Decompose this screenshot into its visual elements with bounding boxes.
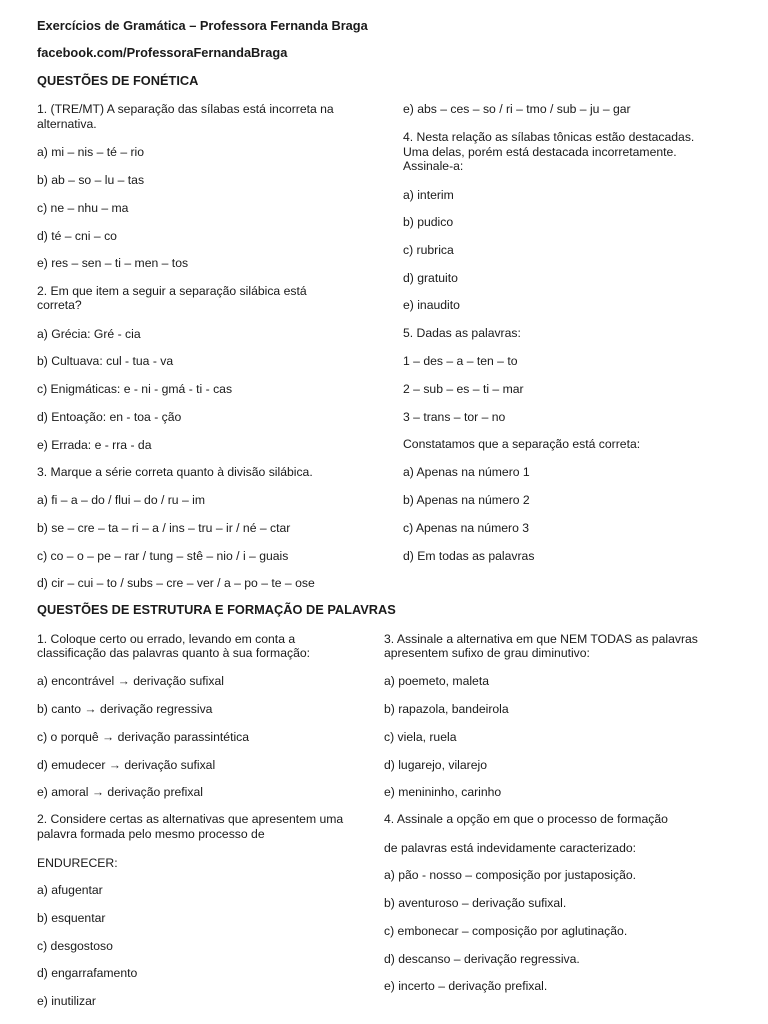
option: d) cir – cui – to / subs – cre – ver / a – po – te – ose	[37, 576, 315, 590]
option: a) afugentar	[37, 883, 103, 897]
word-item: 2 – sub – es – ti – mar	[403, 382, 524, 396]
option: a) pão - nosso – composição por justaposição.	[384, 868, 637, 882]
document-title: Exercícios de Gramática – Professora Fernanda Braga	[37, 18, 368, 33]
option: d) descanso – derivação regressiva.	[384, 952, 580, 966]
option: e) amoral → derivação prefixal	[37, 785, 203, 799]
option: e) res – sen – ti – men – tos	[37, 256, 189, 270]
option: c) Apenas na número 3	[403, 521, 530, 535]
question-text: correta?	[37, 298, 82, 312]
option: c) desgostoso	[37, 939, 113, 953]
option: d) emudecer → derivação sufixal	[37, 758, 216, 772]
word-item: 3 – trans – tor – no	[403, 410, 506, 424]
question-text: 3. Marque a série correta quanto à divisão silábica.	[37, 465, 313, 479]
option: a) fi – a – do / flui – do / ru – im	[37, 493, 206, 507]
section-title-fonetica: QUESTÕES DE FONÉTICA	[37, 73, 199, 88]
option: a) interim	[403, 188, 454, 202]
option: d) té – cni – co	[37, 229, 117, 243]
option: d) engarrafamento	[37, 966, 138, 980]
question-text: 2. Em que item a seguir a separação silábica está	[37, 284, 307, 298]
option: b) Apenas na número 2	[403, 493, 530, 507]
option: b) rapazola, bandeirola	[384, 702, 509, 716]
question-text: 1. Coloque certo ou errado, levando em conta a	[37, 632, 296, 646]
question-text: palavra formada pelo mesmo processo de	[37, 827, 265, 841]
option: e) inutilizar	[37, 994, 96, 1008]
option: a) Grécia: Gré - cia	[37, 327, 141, 341]
question-text: de palavras está indevidamente caracterizado:	[384, 841, 637, 855]
option: e) abs – ces – so / ri – tmo / sub – ju – gar	[403, 102, 631, 116]
option: b) se – cre – ta – ri – a / ins – tru – ir / né – ctar	[37, 521, 291, 535]
option: a) Apenas na número 1	[403, 465, 530, 479]
option: c) o porquê → derivação parassintética	[37, 730, 250, 744]
option: e) incerto – derivação prefixal.	[384, 979, 548, 993]
option: d) Entoação: en - toa - ção	[37, 410, 182, 424]
facebook-link[interactable]: facebook.com/ProfessoraFernandaBraga	[37, 45, 288, 60]
option: b) esquentar	[37, 911, 106, 925]
option: b) pudico	[403, 215, 454, 229]
question-text: 5. Dadas as palavras:	[403, 326, 521, 340]
option: b) aventuroso – derivação sufixal.	[384, 896, 567, 910]
question-text: ENDURECER:	[37, 856, 118, 870]
option: e) menininho, carinho	[384, 785, 502, 799]
option: b) ab – so – lu – tas	[37, 173, 145, 187]
option: a) encontrável → derivação sufixal	[37, 674, 224, 688]
option: d) gratuito	[403, 271, 458, 285]
option: c) ne – nhu – ma	[37, 201, 129, 215]
question-text: 2. Considere certas as alternativas que apresentem uma	[37, 812, 344, 826]
question-text: apresentem sufixo de grau diminutivo:	[384, 646, 590, 660]
question-text: 4. Assinale a opção em que o processo de formação	[384, 812, 668, 826]
option: d) Em todas as palavras	[403, 549, 535, 563]
option: a) mi – nis – té – rio	[37, 145, 145, 159]
question-text: 1. (TRE/MT) A separação das sílabas está incorreta na	[37, 102, 334, 116]
question-text: 3. Assinale a alternativa em que NEM TODAS as palavras	[384, 632, 698, 646]
section-title-estrutura: QUESTÕES DE ESTRUTURA E FORMAÇÃO DE PALAVRAS	[37, 602, 396, 617]
option: c) co – o – pe – rar / tung – stê – nio / i – guais	[37, 549, 289, 563]
option: b) Cultuava: cul - tua - va	[37, 354, 174, 368]
option: e) Errada: e - rra - da	[37, 438, 152, 452]
question-text: Constatamos que a separação está correta:	[403, 437, 641, 451]
option: b) canto → derivação regressiva	[37, 702, 213, 716]
word-item: 1 – des – a – ten – to	[403, 354, 518, 368]
question-text: Assinale-a:	[403, 159, 464, 173]
question-text: classificação das palavras quanto à sua formação:	[37, 646, 311, 660]
option: e) inaudito	[403, 298, 460, 312]
option: c) rubrica	[403, 243, 454, 257]
question-text: alternativa.	[37, 117, 97, 131]
question-text: Uma delas, porém está destacada incorretamente.	[403, 145, 677, 159]
option: c) Enigmáticas: e - ni - gmá - ti - cas	[37, 382, 233, 396]
option: a) poemeto, maleta	[384, 674, 490, 688]
question-text: 4. Nesta relação as sílabas tônicas estão destacadas.	[403, 130, 695, 144]
option: c) viela, ruela	[384, 730, 457, 744]
option: d) lugarejo, vilarejo	[384, 758, 487, 772]
option: c) embonecar – composição por aglutinação.	[384, 924, 628, 938]
